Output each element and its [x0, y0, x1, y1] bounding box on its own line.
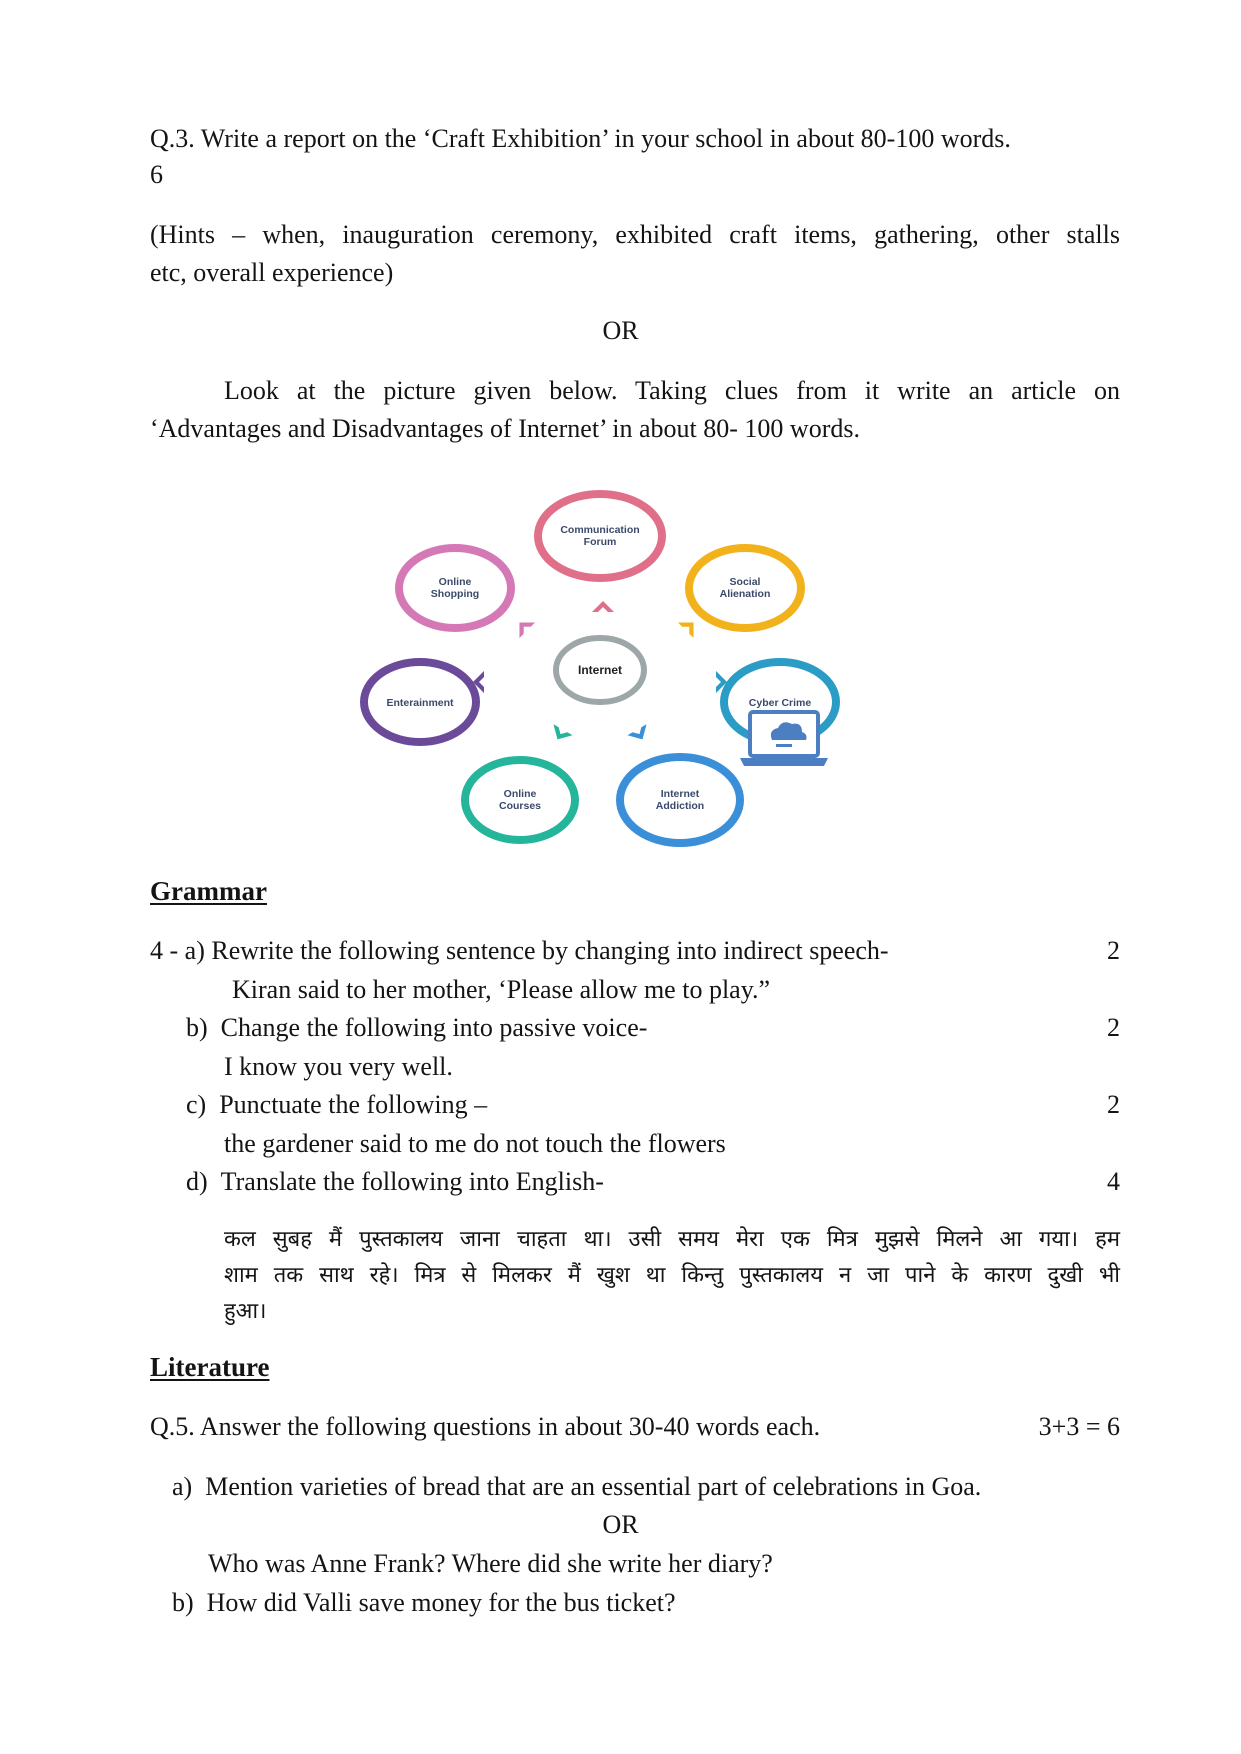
diagram-arrow	[548, 724, 573, 745]
diagram-arrow	[678, 615, 701, 638]
diagram-node-label: Internet	[660, 788, 700, 800]
diagram-node-5	[465, 760, 575, 840]
diagram-node-label: Communication	[560, 524, 640, 536]
laptop-cloud-icon	[740, 712, 828, 766]
literature-heading: Literature	[150, 1352, 270, 1382]
diagram-node-label: Addiction	[655, 800, 705, 812]
diagram-node-6	[364, 662, 476, 742]
grammar-c-marks: 2	[1107, 1090, 1120, 1119]
diagram-arrow	[592, 601, 614, 612]
diagram-node-label: Online	[438, 576, 472, 588]
grammar-a-sentence: Kiran said to her mother, ‘Please allow me to play.”	[232, 975, 771, 1004]
grammar-d-question: d) Translate the following into English-	[186, 1167, 604, 1196]
q5-question: Q.5. Answer the following questions in about 30-40 words each.	[150, 1412, 821, 1441]
diagram-node-label: Cyber Crime	[748, 697, 812, 709]
grammar-d-marks: 4	[1107, 1167, 1120, 1196]
hindi-line-1: कल सुबह मैं पुस्तकालय जाना चाहता था। उसी समय मेरा एक मित्र मुझसे मिलने आ गया। हम	[224, 1227, 1120, 1252]
diagram-node-label: Social	[729, 576, 761, 588]
q3-hints-line2: etc, overall experience)	[150, 258, 394, 287]
diagram-node-label: Online	[503, 788, 537, 800]
grammar-b-marks: 2	[1107, 1013, 1120, 1042]
q5-b-question: b) How did Valli save money for the bus ticket?	[172, 1588, 676, 1617]
grammar-heading: Grammar	[150, 876, 267, 906]
grammar-a-question: 4 - a) Rewrite the following sentence by changing into indirect speech-	[150, 936, 889, 965]
diagram-node-label: Shopping	[430, 588, 480, 600]
diagram-node-label: Forum	[583, 536, 617, 548]
q3-or: OR	[602, 316, 639, 345]
diagram-arrow	[627, 724, 652, 745]
q3-alt-line1: Look at the picture given below. Taking clues from it write an article on	[224, 376, 1120, 405]
grammar-c-question: c) Punctuate the following –	[186, 1090, 488, 1119]
q3-hints-line1: (Hints – when, inauguration ceremony, exhibited craft items, gathering, other stalls	[150, 220, 1120, 249]
diagram-node-4	[620, 757, 740, 843]
q3-marks: 6	[150, 160, 163, 189]
q3-alt-line2: ‘Advantages and Disadvantages of Internet’ in about 80- 100 words.	[150, 414, 860, 443]
q5-or: OR	[602, 1510, 639, 1539]
diagram-node-label: Enterainment	[386, 697, 454, 709]
diagram-node-label: Courses	[498, 800, 542, 812]
q3-prompt: Q.3. Write a report on the ‘Craft Exhibition’ in your school in about 80-100 words.	[150, 124, 1011, 153]
diagram-node-label: Alienation	[719, 588, 771, 600]
diagram-node-7	[399, 548, 511, 628]
diagram-center-label: Internet	[577, 663, 623, 677]
grammar-a-marks: 2	[1107, 936, 1120, 965]
hindi-line-2: शाम तक साथ रहे। मित्र से मिलकर मैं खुश था किन्तु पुस्तकालय न जा पाने के कारण दुखी भी	[224, 1263, 1120, 1288]
diagram-center-node	[556, 638, 644, 702]
grammar-b-sentence: I know you very well.	[224, 1052, 453, 1081]
diagram-node-1	[538, 494, 662, 578]
diagram-node-2	[689, 548, 801, 628]
grammar-b-question: b) Change the following into passive voice-	[186, 1013, 648, 1042]
q5-a-question: a) Mention varieties of bread that are an essential part of celebrations in Goa.	[172, 1472, 982, 1501]
hindi-passage	[224, 1222, 1120, 1330]
diagram-arrow	[512, 615, 535, 638]
internet-diagram	[340, 478, 940, 858]
q5-marks: 3+3 = 6	[1038, 1412, 1120, 1441]
q5-a-alternative: Who was Anne Frank? Where did she write her diary?	[208, 1549, 773, 1578]
grammar-c-sentence: the gardener said to me do not touch the flowers	[224, 1129, 726, 1158]
hindi-line-3: हुआ।	[224, 1299, 267, 1324]
